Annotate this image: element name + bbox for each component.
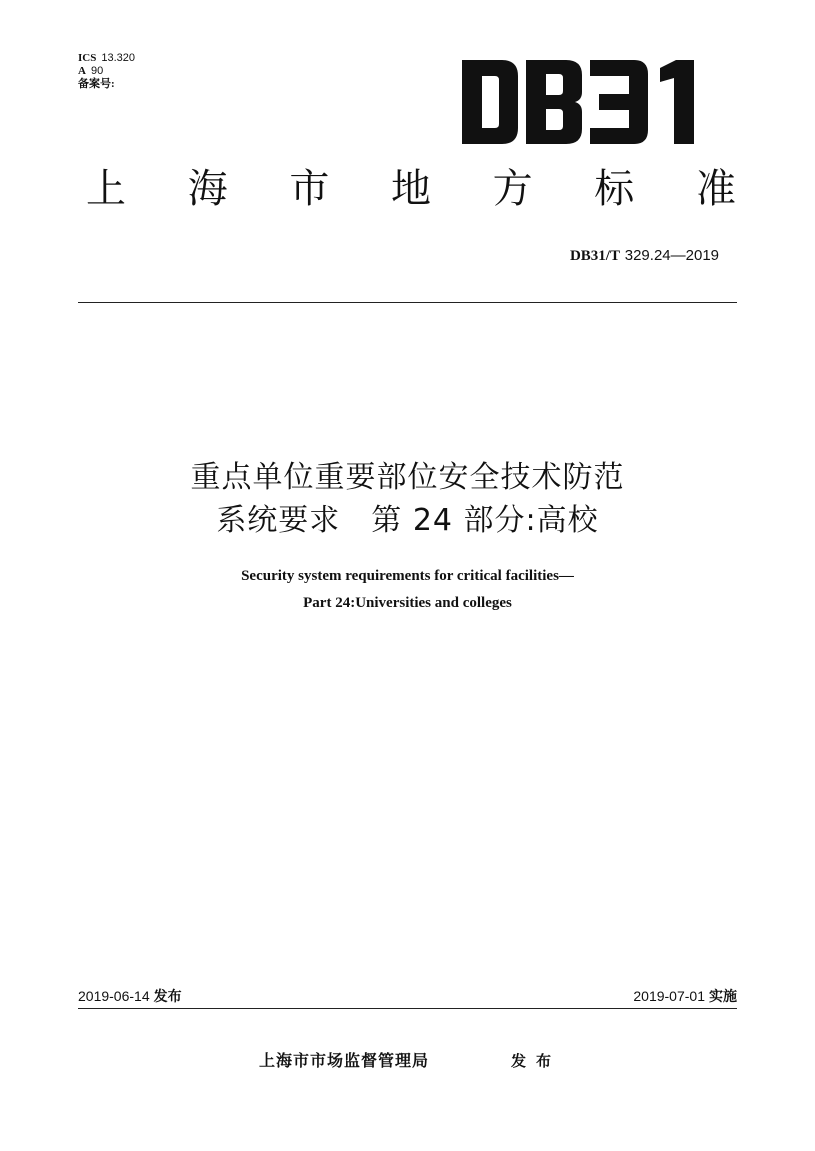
ics-value: 13.320: [101, 52, 135, 64]
title-cn-line1: 重点单位重要部位安全技术防范: [190, 460, 625, 495]
title-en-line2: Part 24:Universities and colleges: [303, 595, 512, 611]
metadata-block: [78, 52, 135, 91]
record-number-label: 备案号:: [78, 78, 115, 90]
banner-char: 方: [492, 166, 533, 212]
standard-number: [570, 246, 719, 265]
logo-letter-b: [526, 60, 582, 144]
banner-char: 上: [86, 166, 126, 212]
logo-digit-3: [590, 60, 648, 144]
ics-row: [78, 52, 135, 65]
banner-char: 标: [594, 166, 635, 212]
class-row: [78, 65, 135, 78]
title-en-line1: Security system requirements for critical facilities—: [241, 568, 574, 584]
implementation-date-value: 2019-07-01: [633, 988, 705, 1004]
issuing-action: 发布: [511, 1052, 562, 1070]
banner-char: 准: [695, 166, 736, 212]
issue-date-label: 发布: [153, 989, 182, 1005]
standard-number-prefix: DB31/T: [569, 248, 620, 264]
bottom-divider: [78, 1008, 737, 1009]
logo-digit-1: [660, 60, 694, 144]
class-key: A: [78, 65, 86, 77]
class-value: 90: [90, 65, 104, 77]
issue-date: [78, 986, 182, 1006]
issuing-authority: 上海市市场监督管理局: [259, 1051, 430, 1070]
title-cn-line2: 系统要求 第 24 部分:高校: [216, 503, 599, 538]
banner-char: 海: [187, 166, 228, 212]
implementation-date-label: 实施: [709, 989, 737, 1005]
record-number-row: [78, 78, 135, 91]
standard-number-value: 329.24—2019: [624, 247, 719, 264]
implementation-date: [633, 986, 737, 1006]
banner-char: 市: [289, 166, 330, 212]
standard-banner: [86, 164, 736, 214]
ics-key: ICS: [78, 52, 97, 64]
banner-char: 地: [390, 166, 431, 212]
logo-letter-d: [462, 60, 518, 144]
top-divider: [78, 302, 737, 303]
issue-date-value: 2019-06-14: [78, 988, 150, 1004]
db31-logo-glyphs: [462, 60, 694, 144]
db31-logo: [462, 60, 698, 144]
